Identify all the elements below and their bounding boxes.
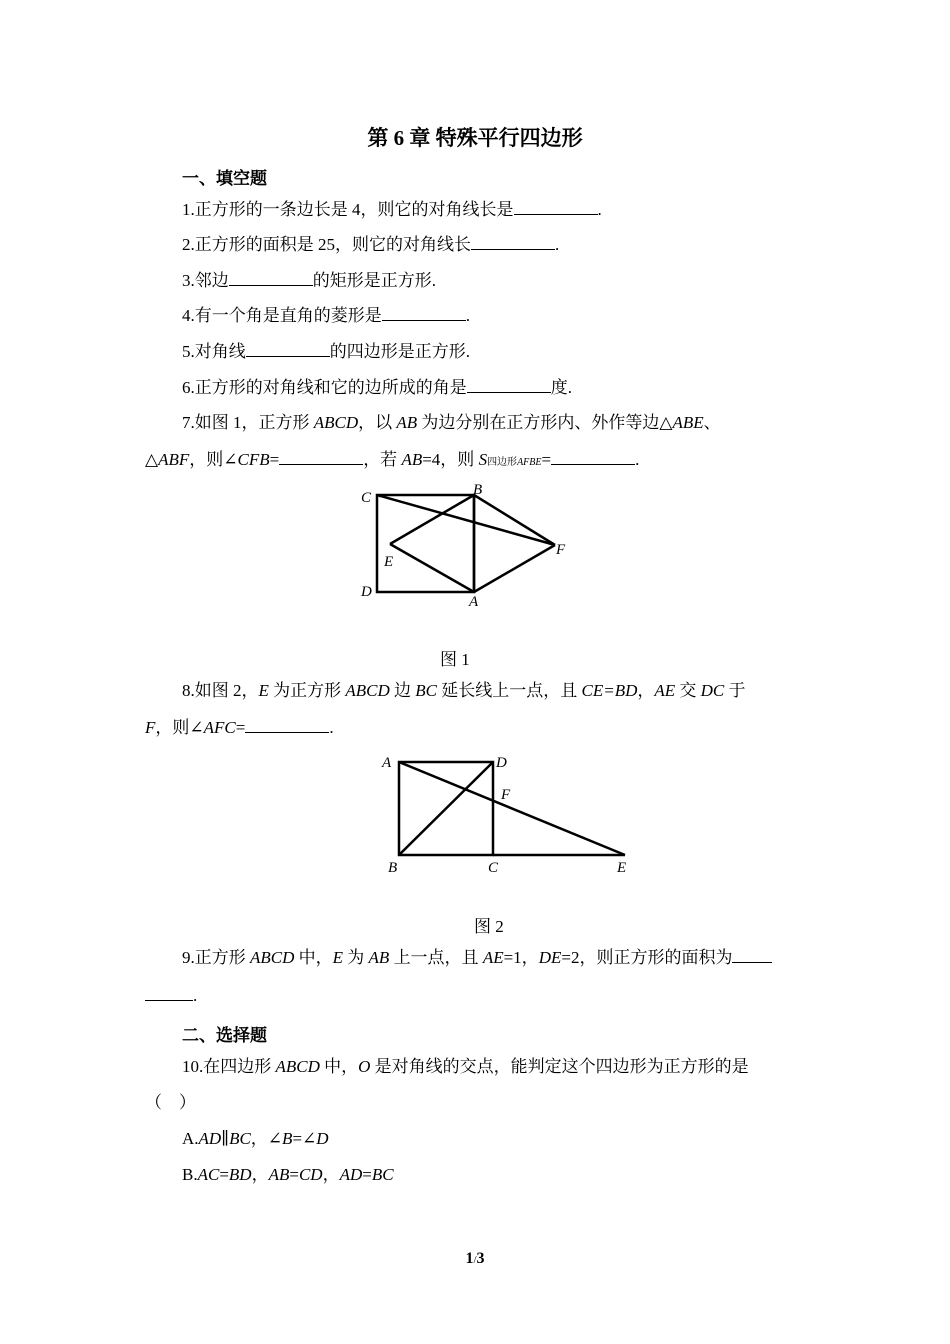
q6-end: 度. xyxy=(550,378,572,397)
q8-text: ，则∠ xyxy=(155,718,204,737)
label-d: D xyxy=(496,755,507,771)
q7-ab: AB xyxy=(396,413,418,432)
q7-abf: ABF xyxy=(158,450,190,469)
q9-end: . xyxy=(193,986,198,1005)
q6-text: 6.正方形的对角线和它的边所成的角是 xyxy=(182,378,467,397)
answer-blank[interactable] xyxy=(229,269,313,286)
page-total: 3 xyxy=(476,1250,485,1267)
q10-text: 10.在四边形 xyxy=(182,1057,276,1076)
q7-text: 为边分别在正方形内、外作等边△ xyxy=(417,413,673,432)
question-10-line-2: （ ） xyxy=(145,1093,196,1112)
figure-1-caption: 图 1 xyxy=(440,650,470,669)
q2-end: . xyxy=(555,235,560,254)
label-d: D xyxy=(361,584,372,600)
page-number xyxy=(0,1250,950,1268)
q8-text: 交 xyxy=(675,681,701,700)
q7-text: ，若 xyxy=(363,450,402,469)
q10-o: O xyxy=(358,1057,371,1076)
q7-text: = xyxy=(269,450,280,469)
q7-text: . xyxy=(635,450,640,469)
option-b-ab: AB xyxy=(268,1165,290,1184)
q8-ae: AE xyxy=(654,681,676,700)
q4-text: 4.有一个角是直角的菱形是 xyxy=(182,306,382,325)
q7-abcd: ABCD xyxy=(313,413,359,432)
q9-ab: AB xyxy=(368,948,390,967)
figure-1-diagram xyxy=(355,478,585,613)
q9-text: 9.正方形 xyxy=(182,948,250,967)
q8-text: ， xyxy=(637,681,655,700)
option-a-b: B xyxy=(282,1129,293,1148)
q9-text: =1， xyxy=(503,948,539,967)
option-b-ac: AC xyxy=(197,1165,220,1184)
label-c: C xyxy=(488,860,499,876)
q9-abcd: ABCD xyxy=(250,948,295,967)
page-separator: / xyxy=(473,1254,477,1266)
option-a-text: =∠ xyxy=(292,1129,317,1148)
option-b-cd: CD xyxy=(298,1165,323,1184)
q9-e: E xyxy=(332,948,344,967)
q7-text: ，以 xyxy=(358,413,397,432)
q10-text: 是对角线的交点，能判定这个四边形为正方形的是 xyxy=(370,1057,749,1076)
label-a: A xyxy=(382,755,392,771)
answer-blank[interactable] xyxy=(471,233,555,250)
label-f: F xyxy=(501,787,511,803)
label-f: F xyxy=(556,542,566,558)
segment-ae xyxy=(390,544,474,592)
answer-blank[interactable] xyxy=(279,448,363,465)
q9-text: =2，则正方形的面积为 xyxy=(561,948,733,967)
question-10-line-1 xyxy=(182,1055,749,1079)
q10-text: 中， xyxy=(319,1057,359,1076)
option-b[interactable] xyxy=(182,1163,394,1187)
segment-ae xyxy=(399,762,625,855)
q8-text: 于 xyxy=(724,681,746,700)
q5-end: 的四边形是正方形. xyxy=(329,342,470,361)
option-b-text: = xyxy=(219,1165,229,1184)
option-b-bc: BC xyxy=(371,1165,394,1184)
q7-text: 7.如图 1，正方形 xyxy=(182,413,314,432)
answer-blank[interactable] xyxy=(145,984,193,1001)
question-9-line-2 xyxy=(145,984,197,1008)
question-1 xyxy=(182,198,602,222)
question-4 xyxy=(182,304,470,328)
q10-abcd: ABCD xyxy=(275,1057,320,1076)
q8-text: 边 xyxy=(389,681,416,700)
question-8-line-2 xyxy=(145,716,334,740)
q8-text: = xyxy=(235,718,246,737)
answer-blank[interactable] xyxy=(246,340,330,357)
q7-cfb: CFB xyxy=(237,450,270,469)
question-7-line-2 xyxy=(145,448,639,475)
q7-text: 、 xyxy=(703,413,721,432)
q9-ae: AE xyxy=(482,948,504,967)
option-a-d: D xyxy=(316,1129,329,1148)
answer-blank[interactable] xyxy=(551,448,635,465)
q7-sub: AFBE xyxy=(517,457,542,468)
q8-bc: BC xyxy=(415,681,438,700)
q7-text: △ xyxy=(145,450,159,469)
question-5 xyxy=(182,340,470,364)
q8-text: . xyxy=(329,718,334,737)
answer-blank[interactable] xyxy=(732,946,772,963)
option-b-bd: BD xyxy=(228,1165,252,1184)
option-b-text: = xyxy=(362,1165,372,1184)
q3-text: 3.邻边 xyxy=(182,271,229,290)
q9-de: DE xyxy=(538,948,562,967)
q2-text: 2.正方形的面积是 25，则它的对角线长 xyxy=(182,235,471,254)
q7-sub: 四边形 xyxy=(487,457,518,468)
option-b-ad: AD xyxy=(339,1165,363,1184)
option-b-text: ， xyxy=(322,1165,340,1184)
q3-end: 的矩形是正方形. xyxy=(312,271,436,290)
q8-cebd: CE=BD xyxy=(581,681,638,700)
q7-text: = xyxy=(541,450,552,469)
question-8-line-1 xyxy=(182,679,746,703)
q7-abe: ABE xyxy=(672,413,704,432)
question-2 xyxy=(182,233,559,257)
label-a: A xyxy=(469,594,479,610)
parallel-symbol: ∥ xyxy=(221,1129,230,1148)
option-b-text: = xyxy=(289,1165,299,1184)
q8-dc: DC xyxy=(700,681,725,700)
section-choice-heading: 二、选择题 xyxy=(182,1026,267,1045)
q9-text: 为 xyxy=(343,948,369,967)
figure-2-diagram xyxy=(375,748,640,878)
segment-af xyxy=(474,545,555,592)
q8-f: F xyxy=(145,718,156,737)
label-c: C xyxy=(361,490,372,506)
q8-abcd: ABCD xyxy=(345,681,390,700)
q1-text: 1.正方形的一条边长是 4，则它的对角线长是 xyxy=(182,200,514,219)
page-current: 1 xyxy=(465,1250,474,1267)
question-3 xyxy=(182,269,436,293)
section-fill-heading: 一、填空题 xyxy=(182,169,267,188)
segment-bd xyxy=(399,762,493,855)
q1-end: . xyxy=(597,200,602,219)
option-a-bc: BC xyxy=(229,1129,251,1148)
q7-ab: AB xyxy=(401,450,423,469)
label-b: B xyxy=(388,860,398,876)
q5-text: 5.对角线 xyxy=(182,342,246,361)
label-b: B xyxy=(473,482,483,498)
label-e: E xyxy=(384,554,394,570)
answer-blank[interactable] xyxy=(245,716,329,733)
q8-text: 8.如图 2， xyxy=(182,681,259,700)
option-a-ad: AD xyxy=(198,1129,222,1148)
option-b-label: B. xyxy=(182,1165,198,1184)
q8-text: 为正方形 xyxy=(268,681,346,700)
chapter-title: 第 6 章 特殊平行四边形 xyxy=(367,126,583,150)
option-a-label: A. xyxy=(182,1129,199,1148)
answer-blank[interactable] xyxy=(382,304,466,321)
q8-text: 延长线上一点，且 xyxy=(437,681,582,700)
q7-area-s: S xyxy=(478,450,488,469)
segment-cf xyxy=(377,495,555,545)
q9-text: 上一点，且 xyxy=(389,948,483,967)
q7-text: =4，则 xyxy=(422,450,479,469)
question-9-line-1 xyxy=(182,946,772,970)
q7-text: ，则∠ xyxy=(189,450,238,469)
label-e: E xyxy=(617,860,627,876)
segment-bf xyxy=(474,495,555,545)
question-7-line-1 xyxy=(182,411,721,435)
q4-end: . xyxy=(465,306,470,325)
q9-text: 中， xyxy=(294,948,333,967)
option-b-text: ， xyxy=(251,1165,269,1184)
q8-e: E xyxy=(258,681,269,700)
answer-blank[interactable] xyxy=(514,198,598,215)
answer-blank[interactable] xyxy=(467,376,551,393)
option-a[interactable] xyxy=(182,1127,329,1151)
figure-2-caption: 图 2 xyxy=(474,917,504,936)
q8-afc: AFC xyxy=(203,718,236,737)
option-a-text: ，∠ xyxy=(250,1129,283,1148)
question-6 xyxy=(182,376,572,400)
